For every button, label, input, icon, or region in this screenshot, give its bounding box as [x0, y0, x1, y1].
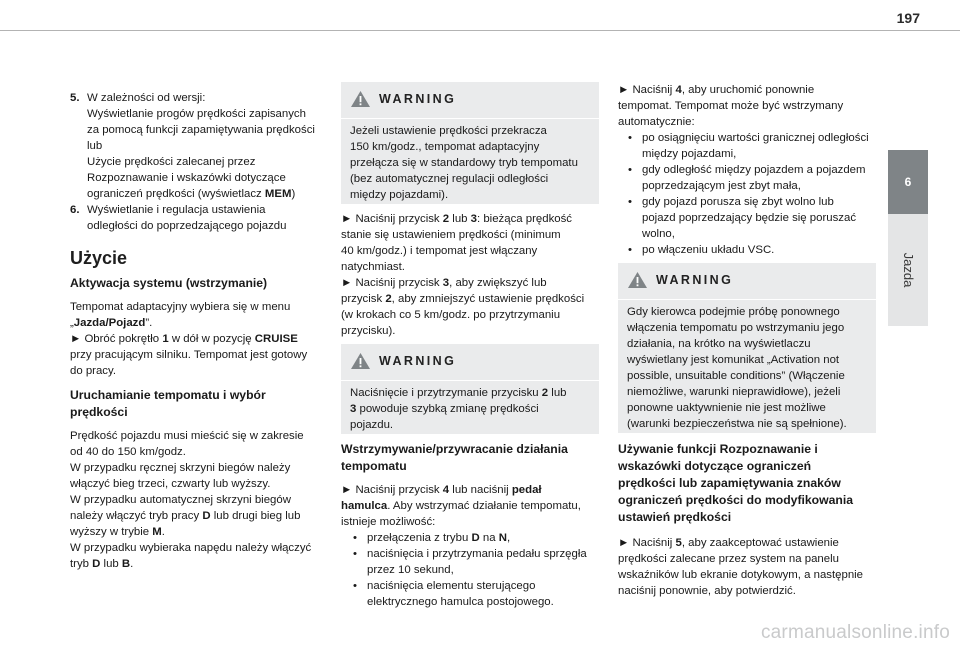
subheading-line: prędkości: [70, 405, 128, 419]
subheading-line: Wstrzymywanie/przywracanie działania: [341, 442, 568, 456]
chapter-title: Jazda: [901, 252, 916, 288]
text-bold: B: [121, 558, 131, 570]
text-line: [70, 331, 330, 347]
warning-box-reactivation: [618, 263, 876, 433]
text-line: Jeżeli ustawienie prędkości przekracza: [350, 125, 547, 137]
text-line: tempomat. Tempomat może być wstrzymany: [618, 100, 844, 112]
paragraph-accept-speed: [618, 535, 886, 599]
text-bold: 3: [350, 403, 357, 415]
text-span: ► Naciśnij: [618, 537, 676, 549]
text-bold: M: [152, 526, 162, 538]
paragraph-activation: [70, 299, 330, 379]
text-line: W przypadku wybieraka napędu należy włączyć: [70, 542, 312, 554]
subheading-activation: Aktywacja systemu (wstrzymanie): [70, 276, 268, 290]
text-bold: N: [498, 532, 507, 544]
text-line: gdy odległość między pojazdem a pojazdem: [642, 164, 866, 176]
text-line: odległości do poprzedzającego pojazdu: [87, 220, 287, 232]
text-line: gdy pojazd porusza się zbyt wolno lub: [642, 196, 834, 208]
text-span: ► Naciśnij: [618, 84, 676, 96]
text-bold: pedał: [511, 484, 542, 496]
text-bold: 2: [541, 387, 549, 399]
list-item-5: [70, 90, 330, 202]
subheading-line: Uruchamianie tempomatu i wybór: [70, 388, 266, 402]
text-span: przycisk: [341, 293, 386, 305]
chapter-number-tab: 6: [888, 150, 928, 214]
header-rule: [0, 30, 960, 31]
text-bold: CRUISE: [254, 333, 298, 345]
text-span: lub naciśnij: [449, 484, 512, 496]
text-line: niemożliwe, warunki nieprawidłowe), jeżeli: [627, 386, 841, 398]
text-bold: D: [202, 510, 211, 522]
text-line: przełącza się w standardowy tryb tempomatu: [350, 157, 578, 169]
text-line: [341, 275, 601, 291]
section-pause-resume: [341, 441, 603, 610]
bullet: •: [628, 244, 632, 256]
text-span: należy włączyć tryb pracy: [70, 510, 203, 522]
warning-title: WARNING: [379, 92, 457, 106]
text-line: wyświetlany jest komunikat „Activation not: [627, 354, 840, 366]
text-line: po osiągnięciu wartości granicznej odległości: [642, 132, 869, 144]
text-span: .: [161, 526, 165, 538]
text-span: lub drugi bieg lub: [210, 510, 301, 522]
text-line: Tempomat adaptacyjny wybiera się w menu: [70, 301, 291, 313]
text-line: po włączeniu układu VSC.: [642, 244, 775, 256]
text-span: ograniczeń prędkości (wyświetlacz: [87, 188, 265, 200]
text-line: [618, 82, 886, 98]
text-line: stanie się ustawieniem prędkości (minimum: [341, 229, 561, 241]
text-span: . Aby wstrzymać działanie tempomatu,: [387, 500, 581, 512]
text-span: wyższy w trybie: [70, 526, 153, 538]
text-span: powoduje szybką zmianę prędkości: [356, 403, 539, 415]
text-span: ,: [506, 532, 511, 544]
subheading-line: Używanie funkcji Rozpoznawanie i: [618, 442, 818, 456]
text-line: 40 km/godz.) i tempomat jest włączany: [341, 245, 538, 257]
text-line: pojazd poprzedzający będzie się poruszać: [642, 212, 857, 224]
text-line: W przypadku ręcznej skrzyni biegów należy: [70, 462, 291, 474]
text-line: [341, 482, 603, 498]
text-span: „: [70, 317, 74, 329]
paragraph-speed-range: [70, 428, 330, 572]
text-line: (bez automatycznej regulacji odległości: [350, 173, 549, 185]
text-line: [341, 211, 601, 227]
warning-separator: [341, 118, 599, 119]
text-line: [70, 524, 330, 540]
text-line: [350, 385, 567, 401]
text-line: naciśnięcia elementu sterującego: [367, 580, 536, 592]
warning-title: WARNING: [379, 354, 457, 368]
text-line: Wyświetlanie progów prędkości zapisanych: [87, 108, 306, 120]
text-span: ► Naciśnij przycisk: [341, 213, 443, 225]
mem-label: MEM: [264, 188, 292, 200]
text-span: , aby uruchomić ponownie: [681, 84, 815, 96]
text-bold: D: [471, 532, 480, 544]
text-span: , aby zmniejszyć ustawienie prędkości: [391, 293, 585, 305]
text-bold: 5: [675, 537, 682, 549]
warning-triangle-icon: [627, 271, 648, 289]
text-span: ► Obróć pokrętło: [70, 333, 163, 345]
text-line: automatycznie:: [618, 116, 695, 128]
section-speed-limit-recognition: [618, 441, 886, 599]
text-line: włączenia tempomatu po wstrzymaniu jego: [627, 322, 845, 334]
paragraph-pause: [341, 482, 603, 610]
warning-box-speed-limit: [341, 82, 599, 204]
text-span: lub: [100, 558, 122, 570]
text-line: lub: [87, 140, 103, 152]
list-item: [618, 242, 886, 258]
list-number: 6.: [70, 204, 80, 216]
subheading-line: ustawień prędkości: [618, 510, 732, 524]
text-bold: 4: [675, 84, 682, 96]
warning-text: [350, 385, 567, 433]
text-line: ponowne uaktywnienie nie jest możliwe: [627, 402, 826, 414]
paragraph-buttons-2-3: [341, 211, 601, 339]
text-line: Użycie prędkości zalecanej przez: [87, 156, 256, 168]
text-line: Prędkość pojazdu musi mieścić się w zakresie: [70, 430, 304, 442]
text-bold: 1: [162, 333, 169, 345]
text-span: .: [130, 558, 134, 570]
bullet: •: [353, 580, 357, 592]
text-span: , aby zaakceptować ustawienie: [681, 537, 839, 549]
list-item: [618, 130, 886, 162]
warning-triangle-icon: [350, 90, 371, 108]
text-line: przez 10 sekund,: [367, 564, 454, 576]
text-line: [350, 401, 567, 417]
bullet: •: [628, 164, 632, 176]
text-line: pojazdu.: [350, 419, 394, 431]
text-line: Wyświetlanie i regulacja ustawienia: [87, 204, 266, 216]
text-line: [341, 498, 603, 514]
list-item: [341, 530, 603, 546]
subheading-start: [70, 387, 330, 421]
text-line: za pomocą funkcji zapamiętywania prędkości: [87, 124, 315, 136]
paragraph-resume: [618, 82, 886, 258]
list-item: [341, 578, 603, 610]
warning-triangle-icon: [350, 352, 371, 370]
text-line: W zależności od wersji:: [87, 92, 206, 104]
warning-separator: [341, 380, 599, 381]
bullet: •: [628, 196, 632, 208]
list-item: [618, 162, 886, 194]
text-span: przełączenia z trybu: [367, 532, 472, 544]
watermark-text: carmanualsonline.info: [760, 622, 950, 643]
text-line: possible, unsuitable conditions” (Włączenie: [627, 370, 845, 382]
text-line: W przypadku automatycznej skrzyni biegów: [70, 494, 291, 506]
text-line: naciśnięcia i przytrzymania pedału sprzęgła: [367, 548, 587, 560]
text-span: Naciśnięcie i przytrzymanie przycisku: [350, 387, 542, 399]
subheading-line: tempomatu: [341, 459, 407, 473]
text-line: [70, 315, 330, 331]
subheading-line: ograniczeń prędkości do modyfikowania: [618, 493, 853, 507]
text-bold: 2: [385, 293, 392, 305]
text-line: [367, 530, 603, 546]
text-line: 150 km/godz., tempomat adaptacyjny: [350, 141, 540, 153]
text-line: [70, 556, 330, 572]
warning-text: [627, 304, 847, 432]
text-span: lub: [548, 387, 567, 399]
text-line: wolno,: [642, 228, 675, 240]
text-span: ): [291, 188, 296, 200]
warning-separator: [618, 299, 876, 300]
text-line: [341, 291, 601, 307]
text-line: między pojazdami,: [642, 148, 737, 160]
text-bold: D: [92, 558, 101, 570]
text-line: natychmiast.: [341, 261, 405, 273]
text-span: w dół w pozycję: [168, 333, 255, 345]
text-line: od 40 do 150 km/godz.: [70, 446, 186, 458]
text-line: prędkości zalecane przez system na panelu: [618, 553, 839, 565]
text-line: między pojazdami).: [350, 189, 449, 201]
warning-header: [627, 270, 733, 290]
text-line: wskaźników lub ekranie dotykowym, a następnie: [618, 569, 864, 581]
subheading-line: wskazówki dotyczące ograniczeń: [618, 459, 812, 473]
warning-header: [350, 89, 456, 109]
page-number: 197: [896, 10, 920, 26]
bullet: •: [353, 548, 357, 560]
column-left: [70, 90, 330, 572]
subheading-line: prędkości lub zapamiętywania znaków: [618, 476, 841, 490]
text-span: : bieżąca prędkość: [477, 213, 572, 225]
text-span: ”.: [145, 317, 153, 329]
text-line: poprzedzającym jest zbyt mała,: [642, 180, 801, 192]
text-span: na: [479, 532, 499, 544]
warning-title: WARNING: [656, 273, 734, 287]
text-bold: 3: [470, 213, 478, 225]
text-bold: 2: [442, 213, 450, 225]
bullet: •: [353, 532, 357, 544]
text-span: ► Naciśnij przycisk: [341, 484, 443, 496]
warning-box-fast-change: [341, 344, 599, 434]
text-line: włączyć bieg trzeci, czwarty lub wyższy.: [70, 478, 271, 490]
list-item: [341, 546, 603, 578]
text-line: Rozpoznawanie i wskazówki dotyczące: [87, 172, 286, 184]
text-bold: 4: [442, 484, 450, 496]
text-line: [70, 508, 330, 524]
text-line: naciśnij ponownie, aby potwierdzić.: [618, 585, 796, 597]
text-line: Gdy kierowca podejmie próbę ponownego: [627, 306, 840, 318]
text-line: przy pracującym silniku. Tempomat jest gotowy: [70, 349, 308, 361]
text-span: lub: [449, 213, 471, 225]
menu-name: Jazda/Pojazd: [73, 317, 146, 329]
text-span: , aby zwiększyć lub: [449, 277, 547, 289]
text-span: tryb: [70, 558, 93, 570]
text-line: do pracy.: [70, 365, 117, 377]
list-item-6: [70, 202, 330, 234]
text-line: [87, 186, 330, 202]
text-span: ► Naciśnij przycisk: [341, 277, 443, 289]
list-number: 5.: [70, 92, 80, 104]
bullet: •: [628, 132, 632, 144]
text-line: (w krokach co 5 km/godz. po przytrzymaniu: [341, 309, 561, 321]
text-line: przycisku).: [341, 325, 396, 337]
text-line: istnieje możliwość:: [341, 516, 436, 528]
warning-text: [350, 123, 578, 203]
section-heading: Użycie: [70, 248, 128, 268]
text-line: (warunki bezpieczeństwa nie są spełnione).: [627, 418, 847, 430]
list-item: [618, 194, 886, 242]
text-bold: 3: [442, 277, 450, 289]
warning-header: [350, 351, 456, 371]
text-line: [618, 535, 886, 551]
text-bold: hamulca: [341, 500, 388, 512]
text-line: elektrycznego hamulca postojowego.: [367, 596, 554, 608]
text-line: działania, na krótko na wyświetlaczu: [627, 338, 811, 350]
